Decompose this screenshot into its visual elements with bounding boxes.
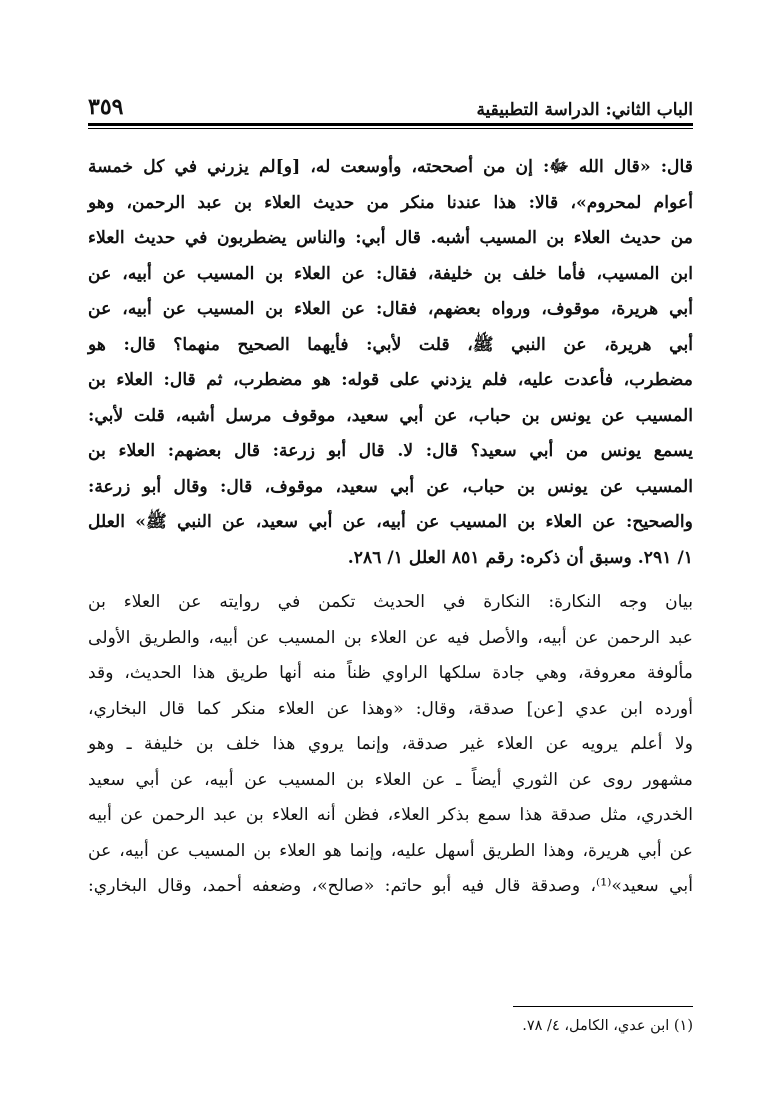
text-line: الخدري، مثل صدقة هذا سمع بذكر العلاء، فظن أنه العلاء بن عبد الرحمن عن أبيه xyxy=(88,805,693,825)
text-line: مألوفة معروفة، وهي جادة سلكها الراوي ظناً منه أنها طريق هذا الحديث، وقد xyxy=(88,663,693,683)
text-line: أورده ابن عدي [عن] صدقة، وقال: «وهذا عن العلاء منكر كما قال البخاري، xyxy=(88,698,693,719)
text-line: أعوام لمحروم»، قالا: هذا عندنا منكر من حديث العلاء بن عبد الرحمن، وهو xyxy=(88,192,693,213)
text-line: المسيب عن يونس بن حباب، عن أبي سعيد، موقوف مرسل أشبه، قلت لأبي: xyxy=(88,405,693,426)
text-line: أبي هريرة، عن النبي ﷺ، قلت لأبي: فأيهما الصحيح منهما؟ قال: هو xyxy=(88,334,693,355)
text-line: مشهور روى عن الثوري أيضاً ـ عن العلاء بن المسيب عن أبيه، عن أبي سعيد xyxy=(88,769,693,790)
header-rule xyxy=(88,123,693,129)
text-line: ابن المسيب، فأما خلف بن خليفة، فقال: عن العلاء بن المسيب عن أبيه، عن xyxy=(88,263,693,284)
text-line: مضطرب، فأعدت عليه، فلم يزدني على قوله: هو مضطرب، ثم قال: العلاء بن xyxy=(88,370,693,390)
page-header xyxy=(88,80,693,120)
text-line: والصحيح: عن العلاء بن المسيب عن أبيه، عن أبي سعيد، عن النبي ﷺ» العلل xyxy=(88,512,693,532)
page-number: ٣٥٩ xyxy=(88,94,124,120)
body-text xyxy=(88,150,693,905)
header-title: الباب الثاني: الدراسة التطبيقية xyxy=(476,100,693,120)
text-line: يسمع يونس من أبي سعيد؟ قال: لا. قال أبو زرعة: قال بعضهم: العلاء بن xyxy=(88,441,693,461)
footnote: (١) ابن عدي، الكامل، ٤/ ٧٨. xyxy=(522,1018,693,1034)
paragraph-2 xyxy=(88,585,693,905)
text-line: ولا أعلم يرويه عن العلاء غير صدقة، وإنما يروي هذا خلف بن خليفة ـ وهو xyxy=(88,734,693,754)
text-line: قال: «قال الله ﷻ: إن من أصححته، وأوسعت له، [و]لم يزرني في كل خمسة xyxy=(88,157,693,177)
text-line: أبي هريرة، موقوف، ورواه بعضهم، فقال: عن العلاء بن المسيب عن أبيه، عن xyxy=(88,299,693,319)
text-line: بيان وجه النكارة: النكارة في الحديث تكمن في روايته عن العلاء بن xyxy=(88,592,693,612)
text-line: من حديث العلاء بن المسيب أشبه. قال أبي: والناس يضطربون في حديث العلاء xyxy=(88,228,693,248)
footnote-rule xyxy=(513,1006,693,1007)
text-line: المسيب عن يونس بن حباب، عن أبي سعيد، موقوف، قال: وقال أبو زرعة: xyxy=(88,476,693,497)
text-line: عبد الرحمن عن أبيه، والأصل فيه عن العلاء بن المسيب عن أبيه، والطريق الأولى xyxy=(88,627,693,648)
paragraph-1 xyxy=(88,150,693,576)
text-line: أبي سعيد»⁽¹⁾، وصدقة قال فيه أبو حاتم: «صالح»، وضعفه أحمد، وقال البخاري: xyxy=(88,876,693,896)
text-line: عن أبي هريرة، وهذا الطريق أسهل عليه، وإنما هو العلاء بن المسيب عن أبيه، عن xyxy=(88,840,693,861)
text-line: ١/ ٢٩١. وسبق أن ذكره: رقم ٨٥١ العلل ١/ ٢٨٦. xyxy=(347,547,693,568)
